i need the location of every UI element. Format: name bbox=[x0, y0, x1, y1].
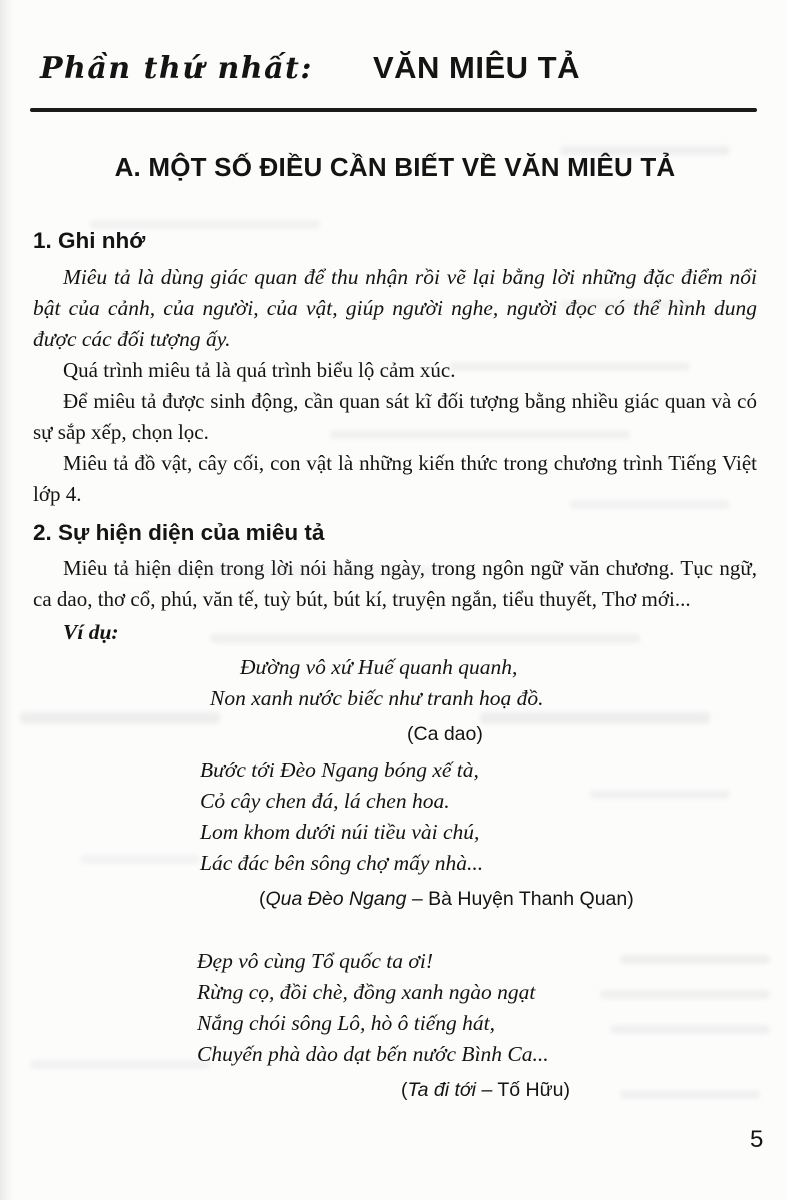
section-a-title: A. MỘT SỐ ĐIỀU CẦN BIẾT VỀ VĂN MIÊU TẢ bbox=[114, 152, 676, 182]
paragraph: Miêu tả là dùng giác quan để thu nhận rồi vẽ lại bằng lời những đặc điểm nổi bật của cảnh, của người, của vật, giúp người nghe, người đọc có thể hình dung được các đối tượng ấy. bbox=[33, 265, 757, 351]
poem-ca-dao bbox=[33, 652, 757, 745]
poem-attribution bbox=[33, 723, 757, 745]
poem-line: Rừng cọ, đồi chè, đồng xanh ngào ngạt bbox=[197, 980, 536, 1004]
attribution-text: ( bbox=[259, 888, 266, 910]
poem-ta-di-toi bbox=[33, 946, 757, 1101]
example-label: Ví dụ: bbox=[63, 620, 119, 644]
poem-line: Nắng chói sông Lô, hò ô tiếng hát, bbox=[197, 1011, 496, 1035]
heading-ghi-nho: 1. Ghi nhớ bbox=[33, 228, 146, 253]
heading-su-hien-dien: 2. Sự hiện diện của miêu tả bbox=[33, 520, 325, 545]
poem-line: Bước tới Đèo Ngang bóng xế tà, bbox=[200, 758, 479, 782]
poem-line: Lom khom dưới núi tiều vài chú, bbox=[200, 820, 480, 844]
poem-line: Lác đác bên sông chợ mấy nhà... bbox=[200, 851, 484, 875]
attribution-work-title: Ta đi tới bbox=[407, 1079, 477, 1101]
poem-line: Cỏ cây chen đá, lá chen hoa. bbox=[200, 789, 450, 813]
paragraph: Miêu tả đồ vật, cây cối, con vật là những kiến thức trong chương trình Tiếng Việt lớp 4. bbox=[33, 451, 757, 506]
attribution-work-title: Qua Đèo Ngang bbox=[265, 888, 407, 910]
poem-attribution bbox=[33, 888, 757, 910]
poem-line: Chuyến phà dào dạt bến nước Bình Ca... bbox=[197, 1042, 549, 1066]
attribution-text: (Ca dao) bbox=[407, 723, 483, 745]
poem-line: Đường vô xứ Huế quanh quanh, bbox=[240, 655, 518, 679]
poem-qua-deo-ngang bbox=[33, 755, 757, 910]
page-number: 5 bbox=[750, 1126, 764, 1153]
part-title: VĂN MIÊU TẢ bbox=[372, 50, 580, 85]
attribution-author: – Tố Hữu) bbox=[476, 1079, 571, 1101]
paragraph: Miêu tả hiện diện trong lời nói hằng ngày, trong ngôn ngữ văn chương. Tục ngữ, ca dao, thơ cổ, phú, văn tế, tuỳ bút, bút kí, truyện ngắn, tiểu thuyết, Thơ mới... bbox=[33, 556, 757, 611]
header-rule bbox=[30, 108, 757, 112]
attribution-text: ( bbox=[401, 1079, 408, 1101]
page-header bbox=[40, 50, 757, 86]
poem-line: Đẹp vô cùng Tổ quốc ta ơi! bbox=[197, 949, 433, 973]
attribution-author: – Bà Huyện Thanh Quan) bbox=[406, 888, 634, 910]
page-body bbox=[33, 228, 757, 1101]
paragraph: Quá trình miêu tả là quá trình biểu lộ cảm xúc. bbox=[63, 358, 456, 382]
part-label: Phần thứ nhất: bbox=[40, 51, 313, 86]
poem-attribution bbox=[33, 1079, 757, 1101]
paragraph: Để miêu tả được sinh động, cần quan sát kĩ đối tượng bằng nhiều giác quan và có sự sắp xếp, chọn lọc. bbox=[33, 389, 757, 444]
poem-line: Non xanh nước biếc như tranh hoạ đồ. bbox=[210, 686, 544, 710]
